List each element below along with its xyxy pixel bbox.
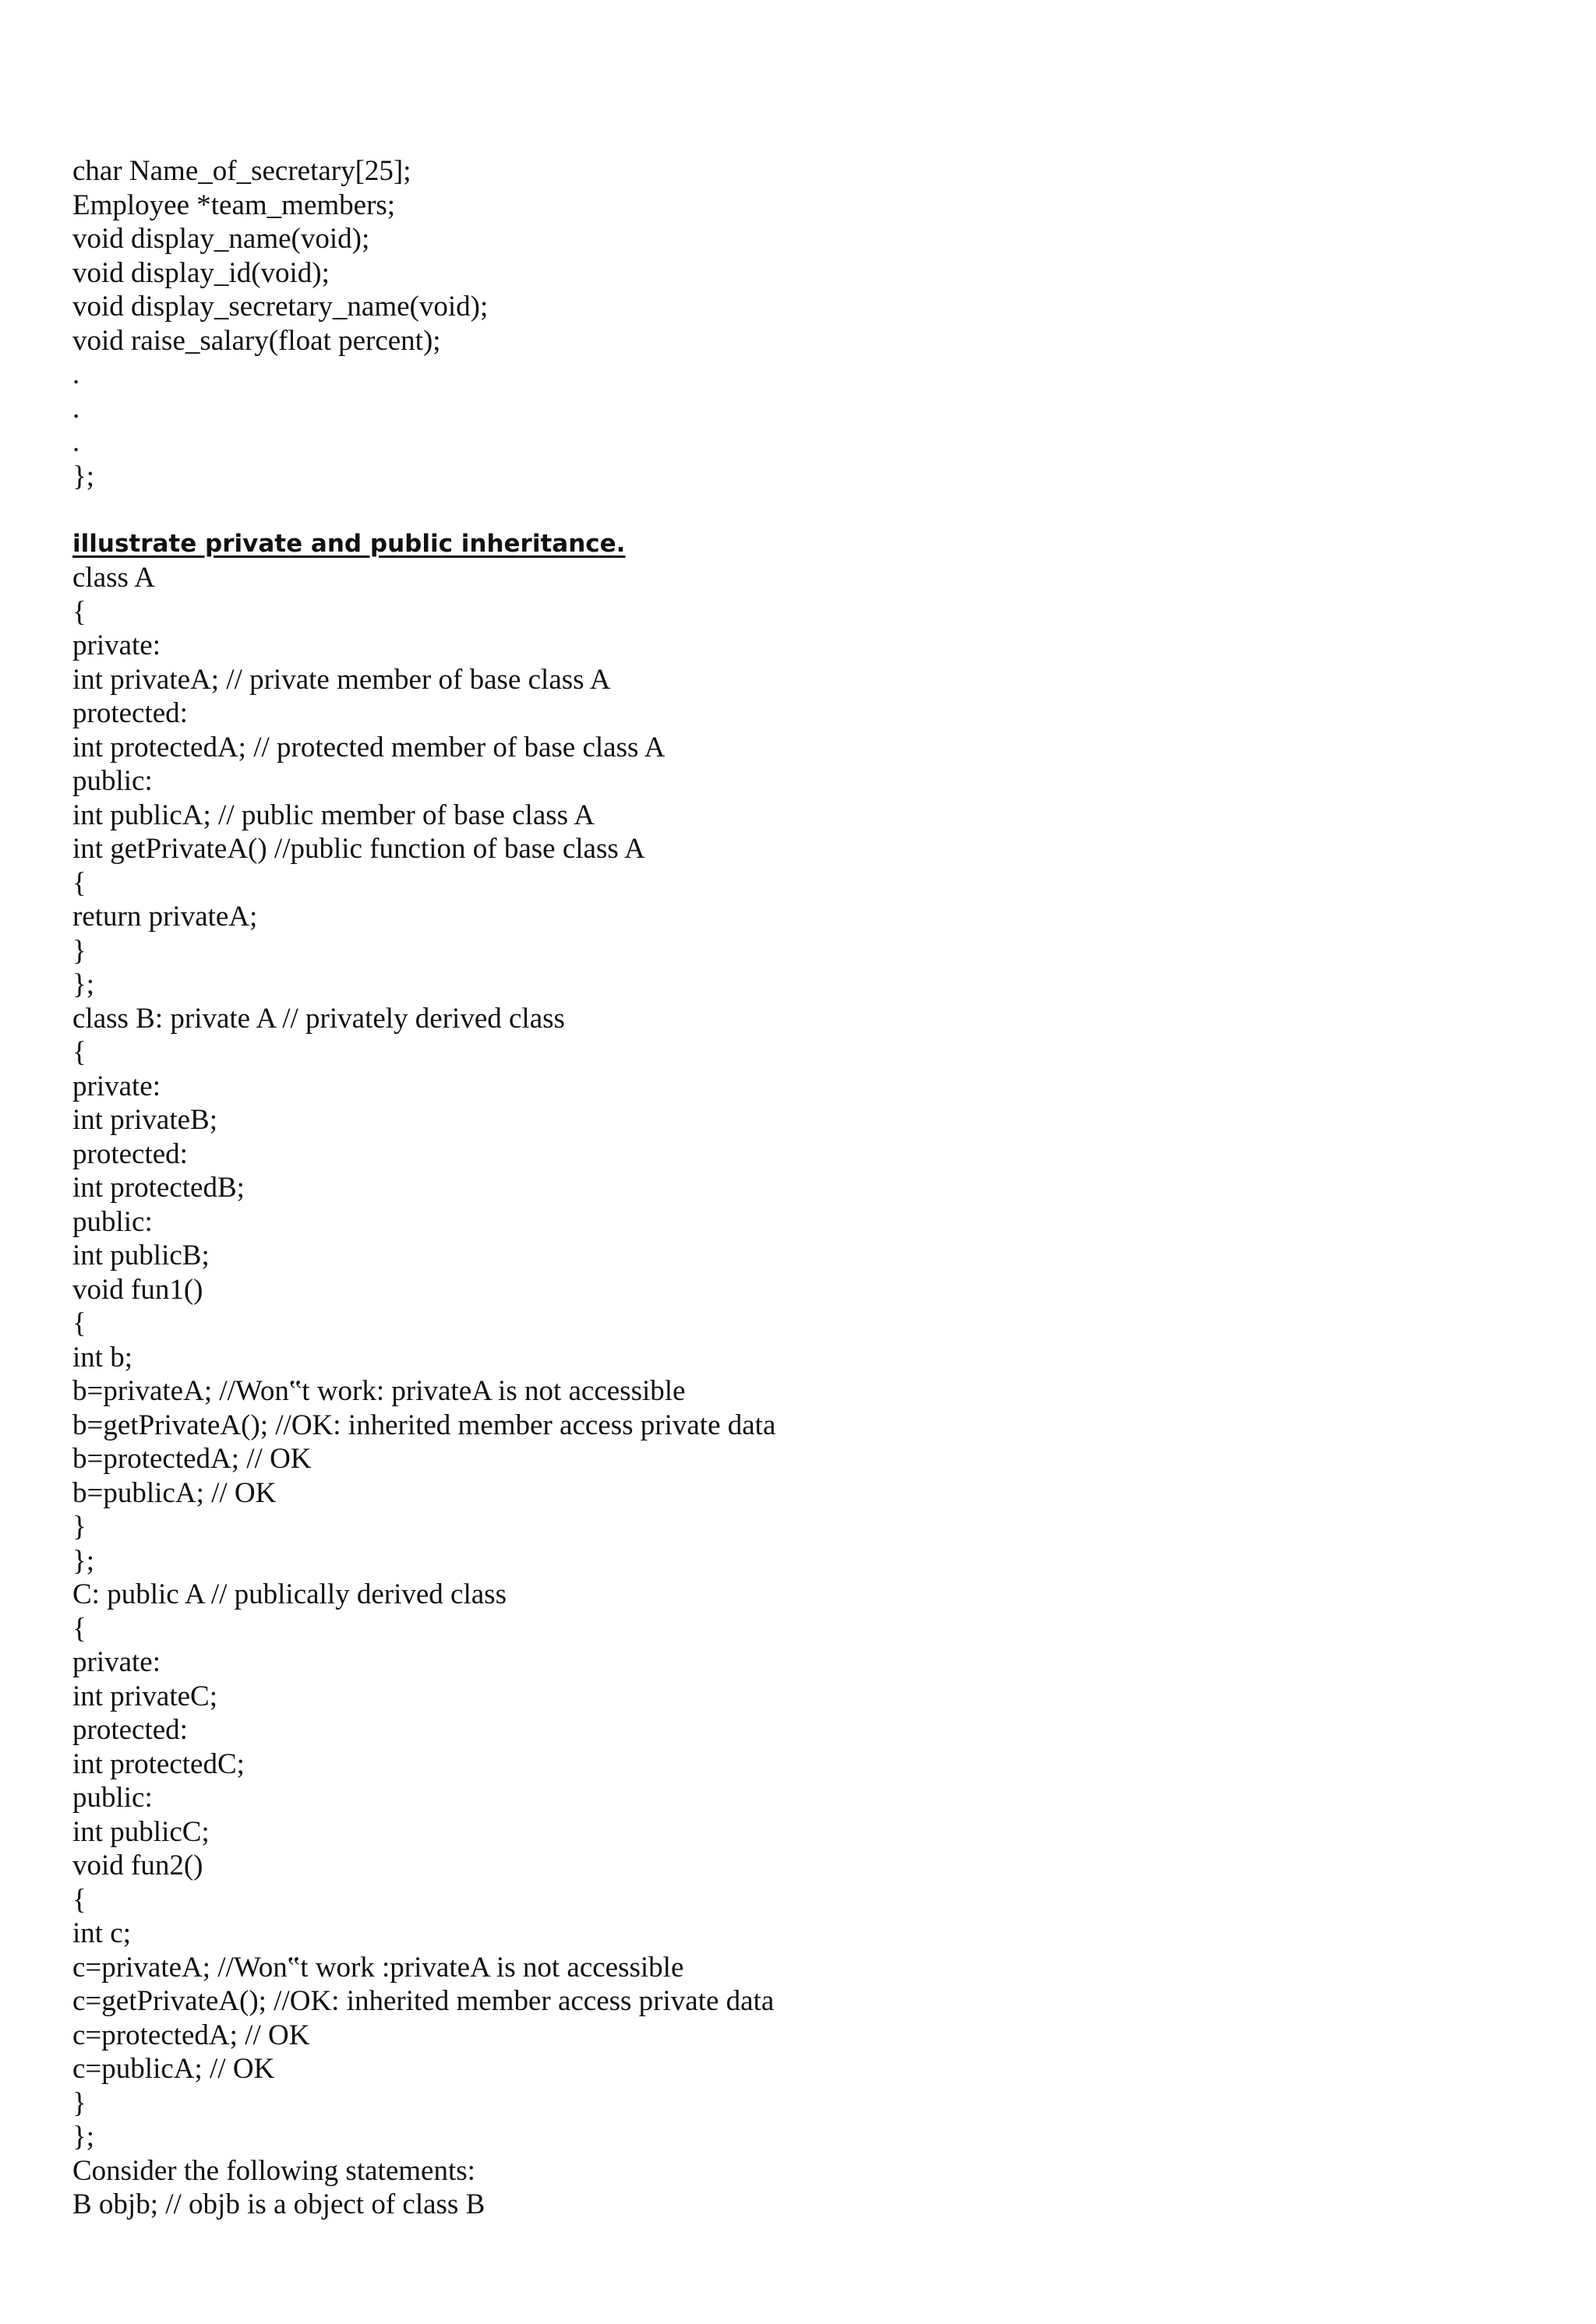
code-line: int c; bbox=[72, 1917, 132, 1949]
code-line: { bbox=[72, 1036, 87, 1068]
code-block-inheritance bbox=[72, 561, 1553, 2222]
code-line: void fun1() bbox=[72, 1273, 203, 1306]
code-line: public: bbox=[72, 765, 153, 797]
code-line: int protectedA; // protected member of base class A bbox=[72, 731, 666, 763]
code-line: } bbox=[72, 2086, 87, 2119]
code-line: }; bbox=[72, 460, 95, 492]
code-line: c=protectedA; // OK bbox=[72, 2019, 310, 2051]
code-line: . bbox=[72, 358, 80, 390]
code-line: b=privateA; //Won‟t work: privateA is not accessible bbox=[72, 1375, 686, 1407]
code-line: } bbox=[72, 1511, 87, 1543]
code-line: . bbox=[72, 426, 80, 458]
code-line: }; bbox=[72, 1544, 95, 1577]
code-line: } bbox=[72, 934, 87, 967]
code-line: protected: bbox=[72, 1714, 188, 1746]
code-line: void display_id(void); bbox=[72, 256, 330, 289]
code-line: b=publicA; // OK bbox=[72, 1476, 277, 1509]
code-line: void display_secretary_name(void); bbox=[72, 291, 489, 323]
code-line: class B: private A // privately derived class bbox=[72, 1002, 565, 1035]
code-line: { bbox=[72, 1307, 87, 1339]
code-line: private: bbox=[72, 1646, 161, 1678]
code-line: void raise_salary(float percent); bbox=[72, 324, 441, 357]
code-line: Consider the following statements: bbox=[72, 2154, 475, 2187]
code-line: c=getPrivateA(); //OK: inherited member access private data bbox=[72, 1985, 775, 2017]
code-line: return privateA; bbox=[72, 901, 258, 933]
code-line: { bbox=[72, 866, 87, 899]
code-line: void fun2() bbox=[72, 1850, 203, 1881]
code-line: . bbox=[72, 392, 80, 425]
code-line: { bbox=[72, 1612, 87, 1645]
code-line: { bbox=[72, 1883, 87, 1916]
code-line: { bbox=[72, 595, 87, 628]
code-line: Employee *team_members; bbox=[72, 189, 396, 221]
code-line: int b; bbox=[72, 1341, 133, 1374]
spacer bbox=[72, 493, 1553, 527]
code-line: int protectedB; bbox=[72, 1172, 245, 1204]
code-line: }; bbox=[72, 2121, 95, 2153]
code-line: public: bbox=[72, 1205, 153, 1238]
code-line: b=getPrivateA(); //OK: inherited member access private data bbox=[72, 1409, 776, 1441]
code-line: B objb; // objb is a object of class B bbox=[72, 2188, 486, 2220]
code-line: protected: bbox=[72, 1137, 188, 1170]
code-line: int protectedC; bbox=[72, 1747, 245, 1780]
code-line: int privateA; // private member of base class A bbox=[72, 663, 611, 696]
code-line: protected: bbox=[72, 697, 188, 729]
code-line: int privateB; bbox=[72, 1104, 217, 1136]
section-heading: illustrate private and public inheritance. bbox=[72, 529, 626, 558]
code-line: c=privateA; //Won‟t work :privateA is not accessible bbox=[72, 1951, 684, 1984]
code-line: private: bbox=[72, 1070, 161, 1102]
document-body bbox=[72, 154, 1553, 2222]
code-line: c=publicA; // OK bbox=[72, 2053, 275, 2085]
code-line: int publicC; bbox=[72, 1815, 210, 1848]
code-line: int publicA; // public member of base class A bbox=[72, 799, 595, 831]
code-block-employee-tail bbox=[72, 154, 1553, 493]
code-line: class A bbox=[72, 562, 155, 594]
code-line: private: bbox=[72, 629, 161, 661]
code-line: void display_name(void); bbox=[72, 223, 370, 255]
code-line: public: bbox=[72, 1782, 153, 1814]
code-line: C: public A // publically derived class bbox=[72, 1578, 507, 1610]
code-line: int getPrivateA() //public function of base class A bbox=[72, 833, 645, 865]
code-line: int privateC; bbox=[72, 1680, 217, 1712]
code-line: int publicB; bbox=[72, 1240, 210, 1271]
code-line: b=protectedA; // OK bbox=[72, 1443, 312, 1475]
code-line: }; bbox=[72, 968, 95, 1000]
code-line: char Name_of_secretary[25]; bbox=[72, 155, 411, 187]
